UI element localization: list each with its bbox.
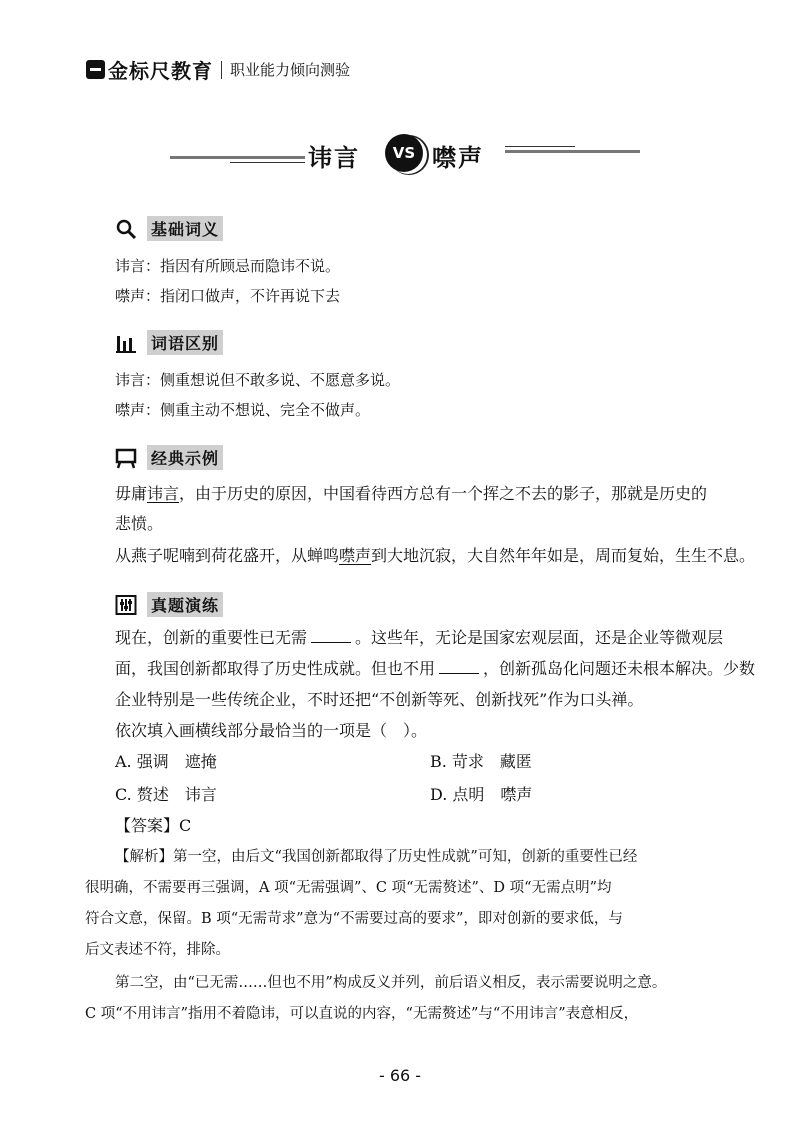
- example-2-rest: 到大地沉寂，大自然年年如是，周而复始，生生不息。: [371, 546, 756, 565]
- section-practice-head: [115, 592, 223, 617]
- explanation-line-5: 第二空，由“已无需……但也不用”构成反义并列，前后语义相反，表示需要说明之意。: [115, 975, 667, 991]
- section-diff-label: 词语区别: [147, 330, 223, 355]
- blackboard-icon: [115, 447, 137, 469]
- vs-badge: VS: [385, 134, 423, 172]
- header-divider: [221, 61, 222, 79]
- title-left-rule-2: [230, 162, 305, 163]
- example-paragraph-2: [115, 540, 755, 571]
- option-c: C. 赘述 讳言: [115, 785, 217, 804]
- page-number: - 66 -: [378, 1066, 422, 1085]
- question-line-1: [115, 622, 723, 653]
- brand-logo-icon: [86, 60, 105, 79]
- option-b: B. 苛求 藏匿: [430, 752, 532, 771]
- diff-line-1: 讳言：侧重想说但不敢多说、不愿意多说。: [115, 371, 401, 389]
- example-2-keyword: 噤声: [339, 546, 372, 565]
- title-word-right: 噤声: [432, 143, 484, 172]
- section-basic-label: 基础词义: [147, 216, 223, 241]
- question-line-2: [115, 653, 755, 684]
- answer-line: 【答案】C: [115, 816, 192, 835]
- section-practice-label: 真题演练: [147, 592, 223, 617]
- question-prompt: 依次填入画横线部分最恰当的一项是（ ）。: [115, 721, 428, 740]
- example-paragraph-1-cont: 悲愤。: [115, 514, 164, 533]
- explanation-line-3: 符合文意，保留。B 项“无需苛求”意为“不需要过高的要求”，即对创新的要求低，与: [85, 911, 623, 927]
- example-1-prefix: 毋庸: [115, 484, 148, 503]
- question-line-3: 企业特别是一些传统企业，不时还把“不创新等死、创新找死”作为口头禅。: [115, 690, 644, 709]
- example-1-rest: ，由于历史的原因，中国看待西方总有一个挥之不去的影子，那就是历史的: [179, 484, 708, 503]
- section-diff-head: [115, 330, 223, 355]
- brand-name: 金标尺教育: [108, 59, 213, 83]
- bar-chart-icon: [115, 332, 137, 354]
- title-right-rule-2: [505, 146, 575, 147]
- title-left-rule: [170, 156, 305, 159]
- explanation-line-2: 很明确，不需要再三强调，A 项“无需强调”、C 项“无需赘述”、D 项“无需点明”均: [85, 880, 612, 896]
- title-word-left: 讳言: [308, 143, 360, 172]
- header-logo: [86, 55, 350, 84]
- explanation-line-4: 后文表述不符，排除。: [85, 942, 230, 958]
- explanation-line-6: C 项“不用讳言”指用不着隐讳，可以直说的内容，“无需赘述”与“不用讳言”表意相反，: [85, 1006, 639, 1022]
- sliders-icon: [115, 594, 137, 616]
- answer-blank-1: [311, 628, 351, 643]
- diff-line-2: 噤声：侧重主动不想说、完全不做声。: [115, 401, 371, 419]
- question-1-a: 现在，创新的重要性已无需: [115, 628, 308, 647]
- basic-line-2: 噤声：指闭口做声，不许再说下去: [115, 287, 341, 305]
- section-basic-head: [115, 216, 223, 241]
- title-banner: [170, 128, 640, 188]
- header-subtitle: 职业能力倾向测验: [230, 61, 351, 79]
- option-a: A. 强调 遮掩: [115, 752, 217, 771]
- question-2-a: 面，我国创新都取得了历史性成就。但也不用: [115, 659, 436, 678]
- example-2-prefix: 从燕子呢喃到荷花盛开，从蝉鸣: [115, 546, 340, 565]
- title-right-rule: [505, 150, 640, 153]
- explanation-line-1: 【解析】第一空，由后文“我国创新都取得了历史性成就”可知，创新的重要性已经: [115, 849, 638, 865]
- example-1-keyword: 讳言: [147, 484, 180, 503]
- option-d: D. 点明 噤声: [430, 785, 533, 804]
- answer-blank-2: [439, 659, 479, 674]
- section-example-label: 经典示例: [147, 445, 223, 470]
- example-paragraph-1: [115, 478, 725, 509]
- basic-line-1: 讳言：指因有所顾忌而隐讳不说。: [115, 257, 341, 275]
- section-example-head: [115, 445, 223, 470]
- question-1-b: 。这些年，无论是国家宏观层面，还是企业等微观层: [355, 628, 724, 647]
- question-2-b: ，创新孤岛化问题还未根本解决。少数: [483, 659, 756, 678]
- magnifier-icon: [115, 218, 137, 240]
